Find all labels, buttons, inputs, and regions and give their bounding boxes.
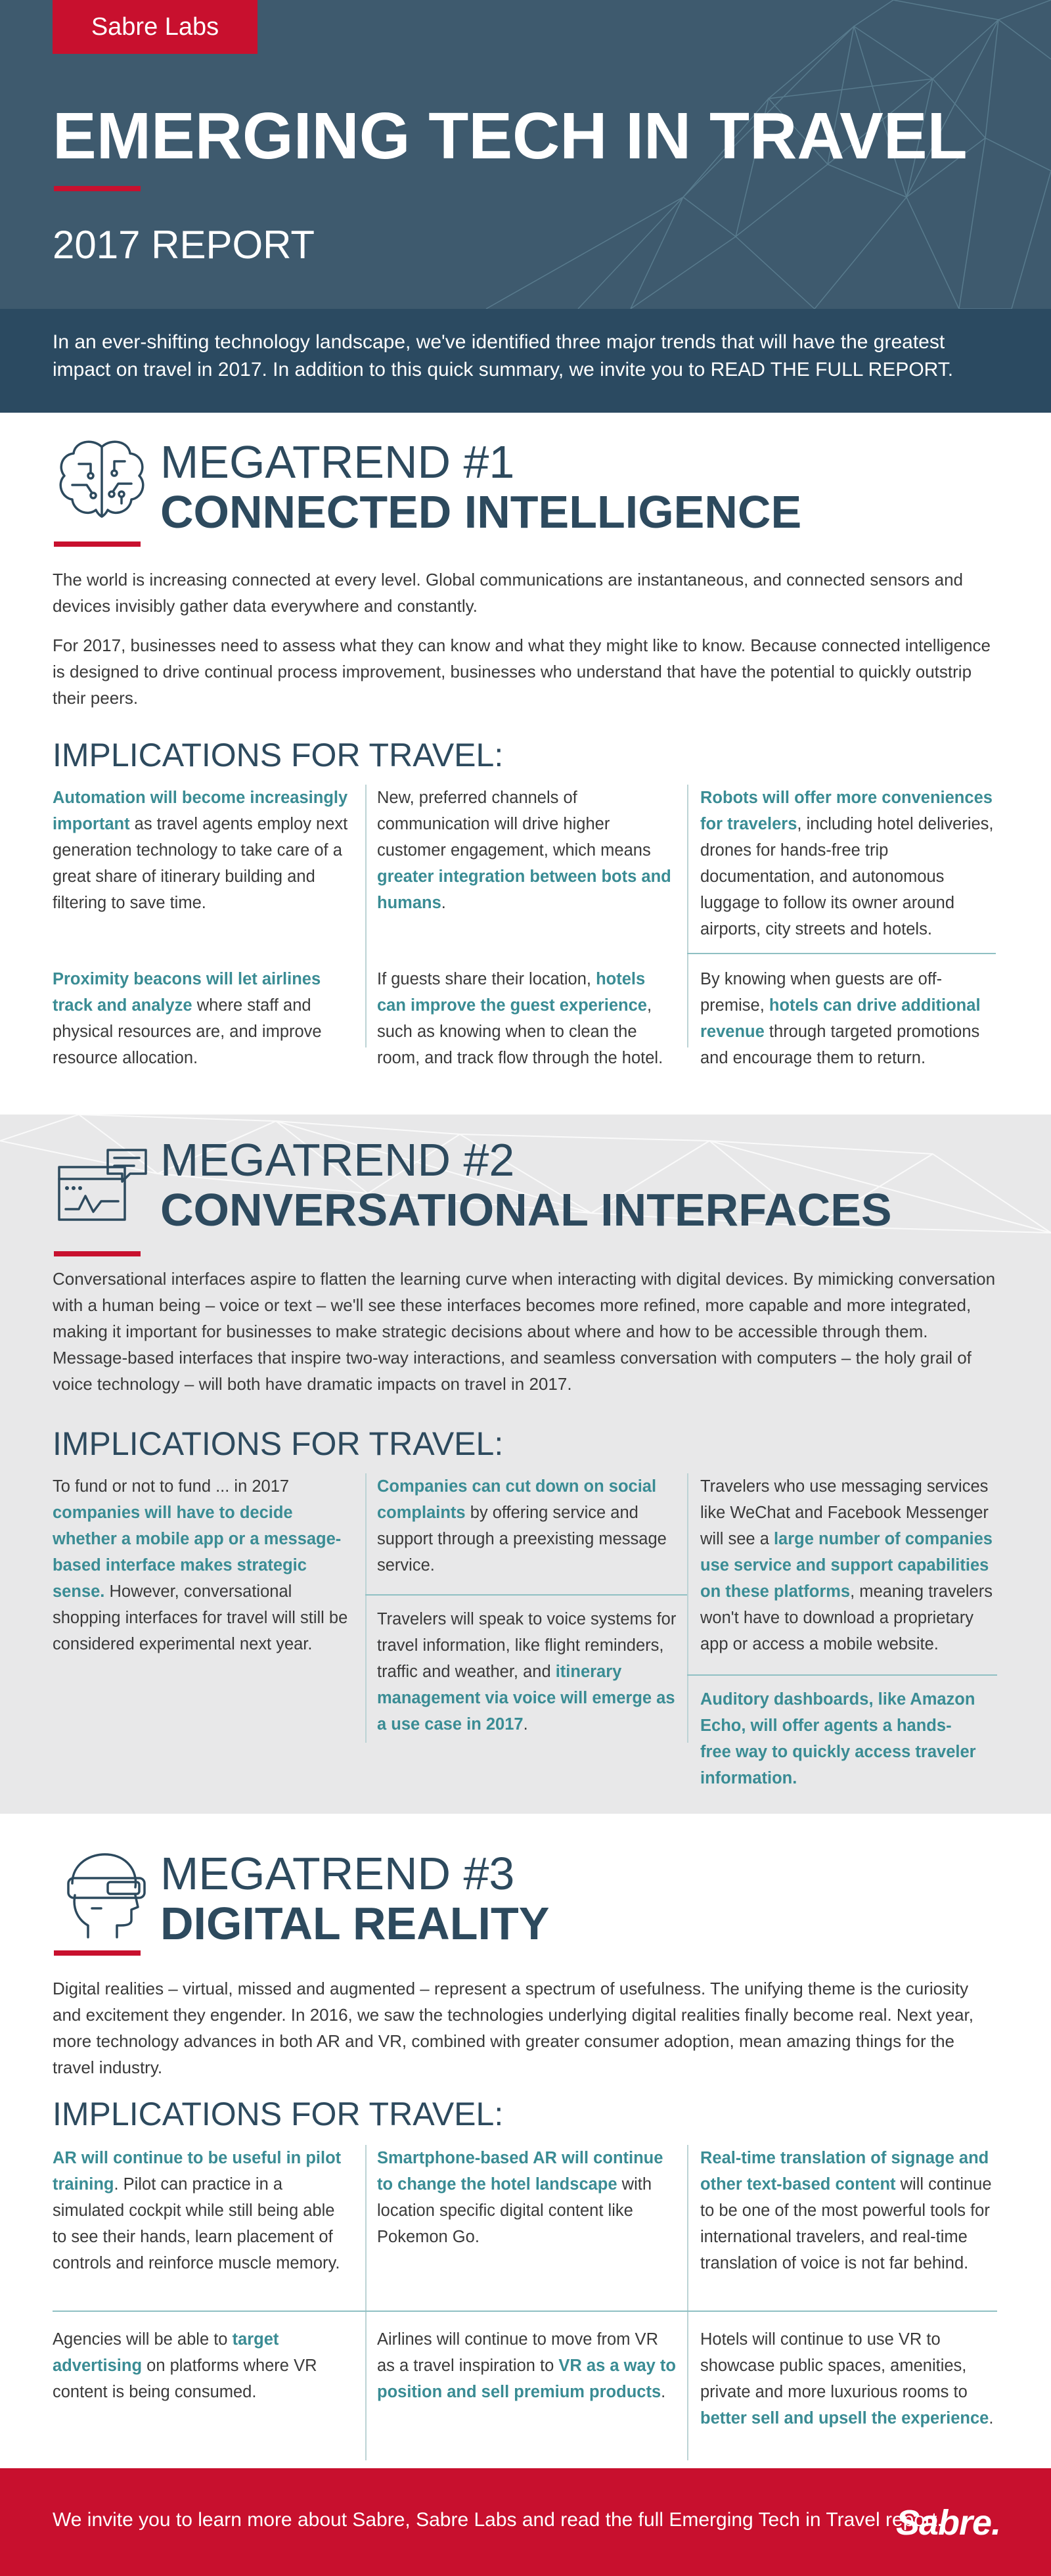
implication-cell: Agencies will be able to target advertising on platforms where VR content is being consumed.	[53, 2330, 317, 2401]
hero-banner	[0, 0, 1051, 309]
implications-heading: IMPLICATIONS FOR TRAVEL:	[53, 1425, 504, 1462]
grid-divider	[365, 2145, 367, 2460]
implication-cell: Auditory dashboards, like Amazon Echo, will offer agents a hands-free way to quickly access traveler information.	[700, 1690, 976, 1787]
red-accent-rule	[54, 186, 141, 191]
grid-divider	[687, 2145, 688, 2460]
implication-cell: To fund or not to fund ... in 2017 companies will have to decide whether a mobile app or a message-based interface makes strategic sense. However, conversational shopping interfaces for travel will still be considered experimental next year.	[53, 1477, 348, 1653]
vr-headset-head-icon	[53, 1844, 151, 1943]
footer-text[interactable]: We invite you to learn more about Sabre, Sabre Labs and read the full Emerging Tech in Travel report.	[53, 2509, 943, 2531]
megatrend-2-paragraph: Conversational interfaces aspire to flatten the learning curve when interacting with digital devices. By mimicking conversation with a human being – voice or text – we'll see these interfaces becomes more refined, more capable and more integrated, making it important for businesses to make strategic decisions about where and how to be accessible through them. Message-based interfaces that inspire two-way interactions, and seamless conversation with computers – the holy grail of voice technology – will both have dramatic impacts on travel in 2017.	[53, 1269, 996, 1394]
megatrend-3-title: DIGITAL REALITY	[160, 1898, 550, 1949]
grid-divider	[53, 2311, 997, 2312]
megatrend-1-title: CONNECTED INTELLIGENCE	[160, 486, 802, 538]
implication-cell: AR will continue to be useful in pilot training. Pilot can practice in a simulated cockpit while still being able to see their hands, learn placement of controls and reinforce muscle memory.	[53, 2149, 342, 2272]
implication-cell: Companies can cut down on social complaints by offering service and support through a preexisting message service.	[377, 1477, 667, 1575]
footer-banner	[0, 2468, 1051, 2576]
implication-cell: Automation will become increasingly important as travel agents employ next generation technology to take care of a great share of itinerary building and filtering to save time.	[53, 789, 348, 912]
implication-cell: New, preferred channels of communication will drive higher customer engagement, which means greater integration between bots and humans.	[377, 789, 671, 912]
intro-banner	[0, 309, 1051, 413]
megatrend-3-section	[0, 1814, 1051, 2468]
megatrend-1-paragraph-1: The world is increasing connected at every level. Global communications are instantaneous, and connected sensors and devices invisibly gather data everywhere and constantly.	[53, 570, 964, 616]
grid-divider	[687, 953, 996, 954]
implication-cell: Travelers who use messaging services like WeChat and Facebook Messenger will see a large number of companies use service and support capabilities on these platforms, meaning travelers won't have to download a proprietary app or access a mobile website.	[700, 1477, 993, 1653]
red-accent-rule	[54, 541, 141, 547]
grid-divider	[687, 785, 688, 1047]
grid-divider	[365, 1473, 367, 1743]
sabre-labs-badge: Sabre Labs	[53, 0, 257, 54]
grid-divider	[687, 1674, 997, 1676]
page-subtitle: 2017 REPORT	[53, 223, 315, 267]
sabre-logo[interactable]: Sabre.	[896, 2503, 1001, 2542]
implication-cell: Real-time translation of signage and other text-based content will continue to be one of the most powerful tools for international travelers, and real-time translation of voice is not far behind.	[700, 2149, 992, 2272]
red-accent-rule	[54, 1950, 141, 1956]
megatrend-1-paragraph-2: For 2017, businesses need to assess what they can know and what they might like to know. Because connected intelligence is designed to drive continual process improvement, businesses who understand that have the potential to quickly outstrip their peers.	[53, 635, 991, 708]
grid-divider	[687, 1473, 688, 1743]
implication-cell: If guests share their location, hotels can improve the guest experience, such as knowing when to clean the room, and track flow through the hotel.	[377, 970, 663, 1067]
implication-cell: Robots will offer more conveniences for travelers, including hotel deliveries, drones for hands-free trip documentation, and autonomous luggage to follow its owner around airports, city streets and hotels.	[700, 789, 994, 938]
implication-cell: Proximity beacons will let airlines track and analyze where staff and physical resources are, and improve resource allocation.	[53, 970, 322, 1067]
megatrend-1-section	[0, 413, 1051, 1115]
implication-cell: Travelers will speak to voice systems for travel information, like flight reminders, traffic and weather, and itinerary management via voice will emerge as a use case in 2017.	[377, 1610, 677, 1734]
megatrend-2-section	[0, 1115, 1051, 1814]
chat-screen-icon	[53, 1141, 151, 1239]
implication-cell: By knowing when guests are off-premise, hotels can drive additional revenue through targeted promotions and encourage them to return.	[700, 970, 981, 1067]
megatrend-3-paragraph: Digital realities – virtual, missed and augmented – represent a spectrum of usefulness. The unifying theme is the curiosity and excitement they engender. In 2016, we saw the technologies underlying digital realities finally become real. Next year, more technology advances in both AR and VR, combined with greater consumer adoption, mean amazing things for the travel industry.	[53, 1979, 973, 2077]
implications-heading: IMPLICATIONS FOR TRAVEL:	[53, 737, 504, 773]
megatrend-3-number: MEGATREND #3	[160, 1848, 515, 1899]
implications-heading: IMPLICATIONS FOR TRAVEL:	[53, 2096, 504, 2132]
implication-cell: Smartphone-based AR will continue to change the hotel landscape with location specific digital content like Pokemon Go.	[377, 2149, 663, 2246]
red-accent-rule	[54, 1251, 141, 1256]
implication-cell: Hotels will continue to use VR to showcase public spaces, amenities, private and more luxurious rooms to better sell and upsell the experience.	[700, 2330, 994, 2427]
page-title: EMERGING TECH IN TRAVEL	[53, 99, 968, 173]
megatrend-1-number: MEGATREND #1	[160, 436, 515, 488]
megatrend-2-title: CONVERSATIONAL INTERFACES	[160, 1184, 892, 1235]
intro-text: In an ever-shifting technology landscape, we've identified three major trends that will have the greatest impact on travel in 2017. In addition to this quick summary, we invite you to READ THE FULL REPORT.	[53, 331, 954, 380]
grid-divider	[365, 785, 367, 1047]
implication-cell: Airlines will continue to move from VR as a travel inspiration to VR as a way to position and sell premium products.	[377, 2330, 676, 2401]
grid-divider	[365, 1594, 687, 1596]
brain-circuit-icon	[53, 432, 151, 531]
megatrend-2-number: MEGATREND #2	[160, 1134, 515, 1185]
